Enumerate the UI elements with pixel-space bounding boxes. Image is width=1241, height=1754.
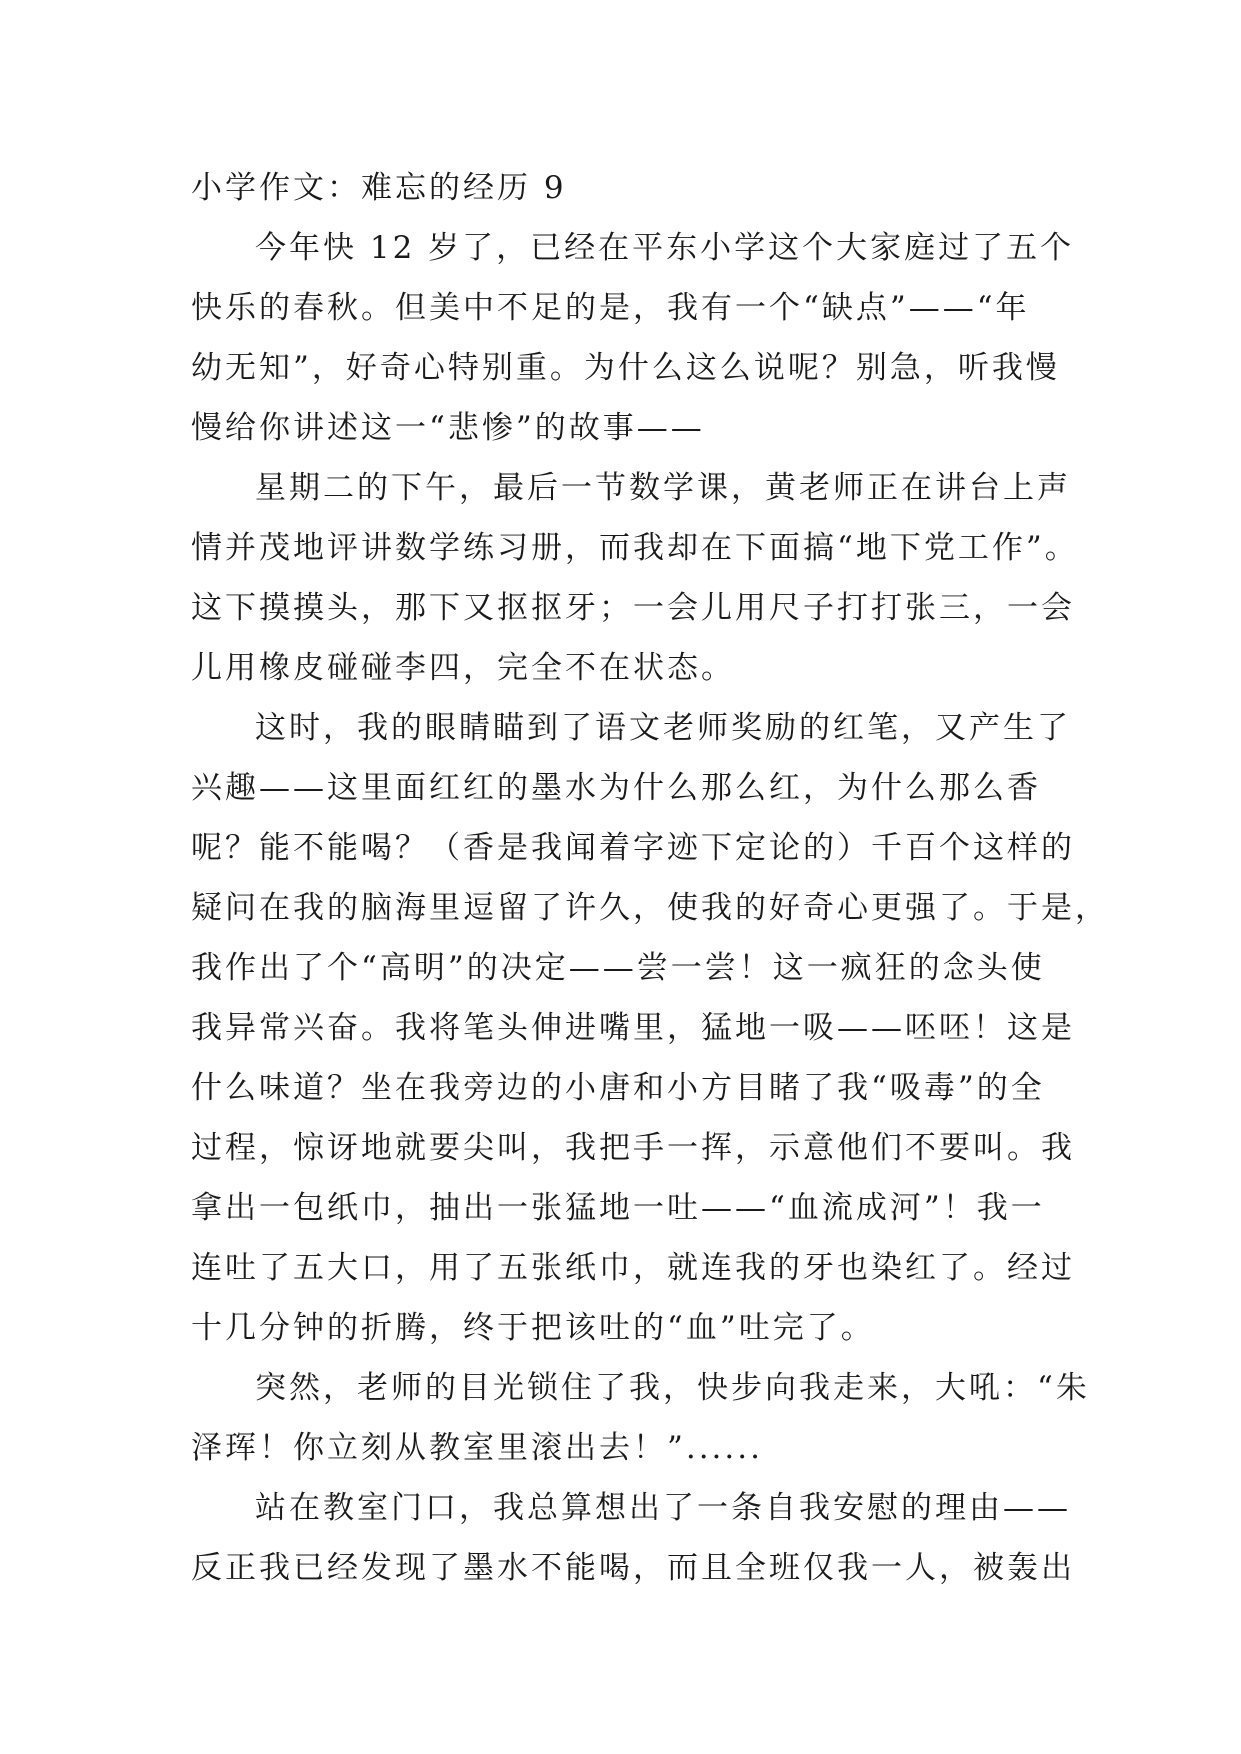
text-line: 呢？能不能喝？（香是我闻着字迹下定论的）千百个这样的 (191, 830, 1075, 866)
text-line: 什么味道？坐在我旁边的小唐和小方目睹了我“吸毒”的全 (191, 1070, 1045, 1106)
text-line: 这下摸摸头，那下又抠抠牙；一会儿用尺子打打张三，一会 (191, 590, 1075, 626)
text-line: 突然，老师的目光锁住了我，快步向我走来，大吼：“朱 (255, 1370, 1090, 1406)
text-line: 连吐了五大口，用了五张纸巾，就连我的牙也染红了。经过 (191, 1250, 1075, 1286)
text-line: 幼无知”，好奇心特别重。为什么这么说呢？别急，听我慢 (191, 350, 1060, 386)
text-line: 星期二的下午，最后一节数学课，黄老师正在讲台上声 (255, 470, 1071, 506)
text-line: 慢给你讲述这一“悲惨”的故事—— (191, 410, 705, 446)
text-line: 我作出了个“高明”的决定——尝一尝！这一疯狂的念头使 (191, 950, 1045, 986)
text-line: 站在教室门口，我总算想出了一条自我安慰的理由—— (255, 1490, 1071, 1526)
text-line: 疑问在我的脑海里逗留了许久，使我的好奇心更强了。于是， (191, 890, 1109, 926)
paragraph-1 (191, 218, 1075, 458)
text-line: 反正我已经发现了墨水不能喝，而且全班仅我一人，被轰出 (191, 1550, 1075, 1586)
paragraph-3 (191, 698, 1109, 1358)
paragraph-2 (191, 458, 1079, 698)
text-line: 这时，我的眼睛瞄到了语文老师奖励的红笔，又产生了 (255, 710, 1071, 746)
text-line: 拿出一包纸巾，抽出一张猛地一吐——“血流成河”！我一 (191, 1190, 1045, 1226)
text-line: 快乐的春秋。但美中不足的是，我有一个“缺点”——“年 (191, 290, 1030, 326)
text-line: 情并茂地评讲数学练习册，而我却在下面搞“地下党工作”。 (191, 530, 1079, 566)
text-line: 泽珲！你立刻从教室里滚出去！”...... (191, 1430, 763, 1466)
document-body (191, 158, 1109, 1598)
text-line: 我异常兴奋。我将笔头伸进嘴里，猛地一吸——呸呸！这是 (191, 1010, 1075, 1046)
text-line: 十几分钟的折腾，终于把该吐的“血”吐完了。 (191, 1310, 875, 1346)
text-line: 兴趣——这里面红红的墨水为什么那么红，为什么那么香 (191, 770, 1041, 806)
paragraph-4 (191, 1358, 1090, 1478)
paragraph-5 (191, 1478, 1075, 1598)
text-line: 儿用橡皮碰碰李四，完全不在状态。 (191, 650, 735, 686)
text-line: 今年快 12 岁了，已经在平东小学这个大家庭过了五个 (255, 230, 1075, 266)
text-line: 过程，惊讶地就要尖叫，我把手一挥，示意他们不要叫。我 (191, 1130, 1075, 1166)
essay-title: 小学作文：难忘的经历 9 (191, 170, 567, 206)
